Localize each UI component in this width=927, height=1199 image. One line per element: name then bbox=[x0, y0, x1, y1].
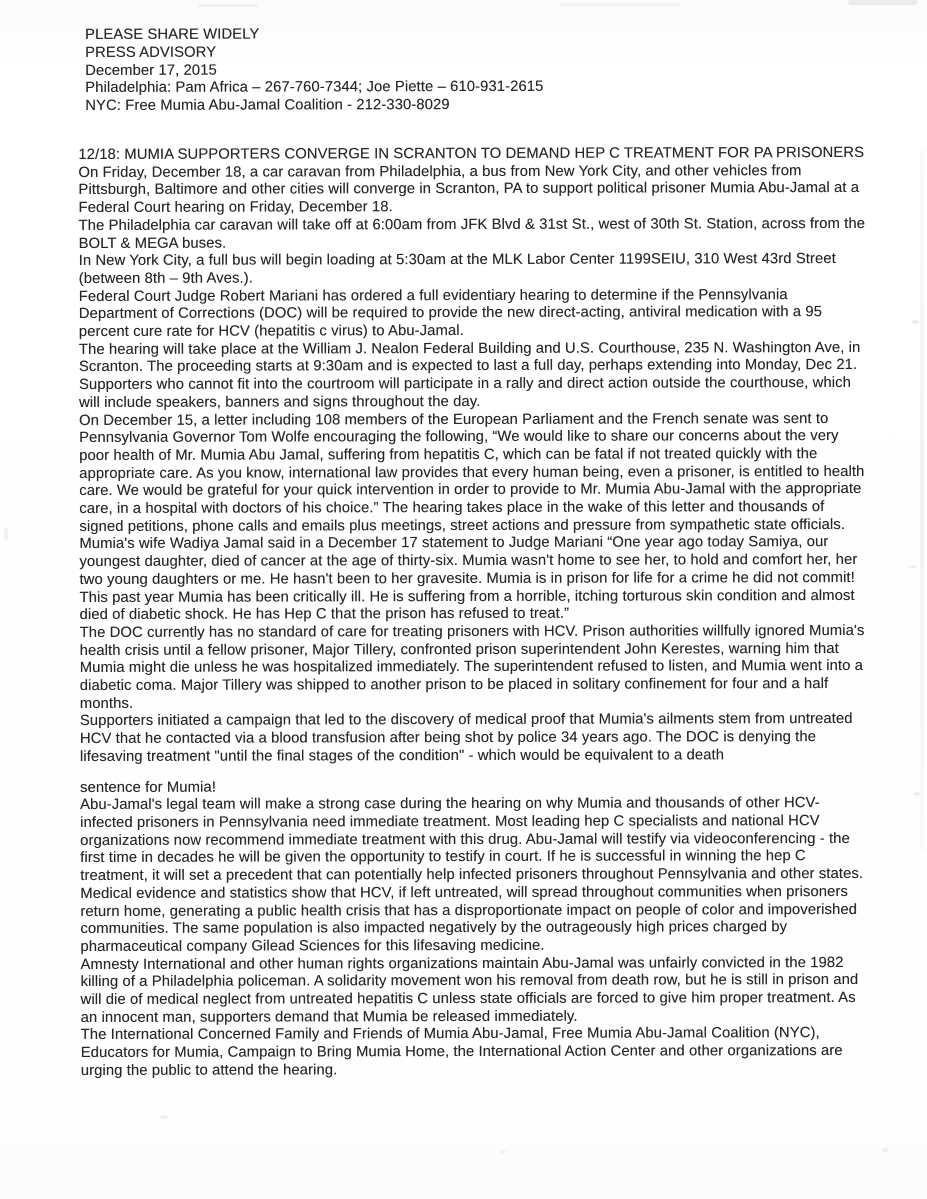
header-press-advisory: PRESS ADVISORY bbox=[85, 44, 217, 61]
paragraph-amnesty-international: Amnesty International and other human rights organizations maintain Abu-Jamal was unfairly convicted in the 1982 killing of a Philadelphia policeman. A solidarity movement won his removal from death row, but he is still in prison and will die of medical neglect from untreated hepatitis C unless state officials are forced to give him proper treatment. As an innocent man, supporters demand that Mumia be released immediately. bbox=[80, 954, 859, 1026]
header-nyc-contact: NYC: Free Mumia Abu-Jamal Coalition - 212-330-8029 bbox=[85, 97, 450, 115]
scan-artifact bbox=[920, 150, 924, 850]
headline: 12/18: MUMIA SUPPORTERS CONVERGE IN SCRANTON TO DEMAND HEP C TREATMENT FOR PA PRISONERS bbox=[78, 144, 865, 163]
paragraph-caravan-converge: On Friday, December 18, a car caravan from Philadelphia, a bus from New York City, and other vehicles from Pittsburgh, Baltimore and other cities will converge in Scranton, PA to support political prisoner Mumia Abu-Jamal at a Federal Court hearing on Friday, December 18. bbox=[78, 162, 860, 217]
scan-artifact bbox=[198, 4, 258, 7]
scan-artifact bbox=[908, 565, 917, 568]
paragraph-rally-outside: Supporters who cannot fit into the courtroom will participate in a rally and direct action outside the courthouse, which will include speakers, banners and signs throughout the day. bbox=[78, 375, 851, 411]
scan-artifact bbox=[4, 528, 8, 540]
document-content bbox=[78, 25, 871, 1081]
scan-artifact bbox=[500, 1150, 506, 1154]
paragraph-philadelphia-caravan: The Philadelphia car caravan will take off at 6:00am from JFK Blvd & 31st St., west of 30th St. Station, across from the BOLT & MEGA buses. bbox=[78, 215, 866, 252]
paragraph-nyc-bus: In New York City, a full bus will begin loading at 5:30am at the MLK Labor Center 1199SEIU, 310 West 43rd Street (between 8th – 9th Aves.). bbox=[78, 251, 836, 287]
scan-artifact bbox=[912, 320, 919, 324]
document-body bbox=[78, 145, 870, 1081]
paragraph-european-parliament-letter: On December 15, a letter including 108 members of the European Parliament and the French senate was sent to Pennsylvania Governor Tom Wolfe encouraging the following, “We would like to share our concerns about the very poor health of Mr. Mumia Abu Jamal, suffering from hepatitis C, which can be fatal if not treated quickly with the appropriate care. As you know, international law provides that every human being, even a prisoner, is entitled to health care. We would be grateful for your quick intervention in order to provide to Mr. Mumia Abu-Jamal with the appropriate care, in a hospital with doctors of his choice.” The hearing takes place in the wake of this letter and thousands of signed petitions, phone calls and emails plus meetings, street actions and pressure from sympathetic state officials. bbox=[79, 410, 865, 535]
paragraph-organizations-urging: The International Concerned Family and Friends of Mumia Abu-Jamal, Free Mumia Abu-Jamal Coalition (NYC), Educators for Mumia, Campaign to Bring Mumia Home, the International Action Center and other organizations are urging the public to attend the hearing. bbox=[80, 1025, 843, 1079]
document-header bbox=[85, 25, 868, 116]
paragraph-judge-mariani-hearing: Federal Court Judge Robert Mariani has ordered a full evidentiary hearing to determine if the Pennsylvania Department of Corrections (DOC) will be required to provide the new direct-acting, antiviral medication with a 95 percent cure rate for HCV (hepatitis c virus) to Abu-Jamal. bbox=[78, 286, 823, 341]
scan-artifact bbox=[160, 1115, 168, 1119]
scan-artifact bbox=[882, 1148, 889, 1152]
paragraph-hearing-location: The hearing will take place at the William J. Nealon Federal Building and U.S. Courthouse, 235 N. Washington Ave, in Scranton. The proceeding starts at 9:30am and is expected to last a full day, perhaps extending into Monday, Dec 21. bbox=[78, 339, 861, 376]
scan-artifact bbox=[914, 792, 920, 796]
scan-artifact bbox=[560, 3, 680, 7]
paragraph-legal-team-case: Abu-Jamal's legal team will make a strong case during the hearing on why Mumia and thousands of other HCV-infected prisoners in Pennsylvania need immediate treatment. Most leading hep C specialists and national HCV organizations now recommend immediate treatment with this drug. Abu-Jamal will testify via videoconferencing - the first time in decades he will be given the opportunity to testify in court. If he is successful in winning the hep C treatment, it will set a precedent that can potentially help infected prisoners throughout Pennsylvania and other states. bbox=[80, 795, 864, 885]
paragraph-sentence-for-mumia: sentence for Mumia! bbox=[79, 779, 216, 796]
header-date: December 17, 2015 bbox=[85, 62, 217, 79]
paragraph-supporters-campaign: Supporters initiated a campaign that led to the discovery of medical proof that Mumia's ailments stem from untreated HCV that he contacted via a blood transfusion after being shot by police 34 years ago. The DOC is denying the lifesaving treatment "until the final stages of the condition" - which would be equivalent to a death bbox=[79, 711, 853, 765]
scan-artifact bbox=[848, 0, 918, 5]
header-share-widely: PLEASE SHARE WIDELY bbox=[84, 26, 260, 43]
paragraph-doc-no-standard-of-care: The DOC currently has no standard of care for treating prisoners with HCV. Prison authorities willfully ignored Mumia's health crisis until a fellow prisoner, Major Tillery, confronted prison superintendent John Kerestes, warning him that Mumia might die unless he was hospitalized immediately. The superintendent refused to listen, and Mumia went into a diabetic coma. Major Tillery was shipped to another prison to be placed in solitary confinement for four and a half months. bbox=[79, 622, 865, 712]
paragraph-wadiya-jamal-statement: Mumia's wife Wadiya Jamal said in a December 17 statement to Judge Mariani “One year ago today Samiya, our youngest daughter, died of cancer at the age of thirty-six. Mumia wasn't home to see her, to hold and comfort her, her two young daughters or me. He hasn't been to her gravesite. Mumia is in prison for life for a crime he did not commit! This past year Mumia has been critically ill. He is suffering from a horrible, itching torturous skin condition and almost died of diabetic shock. He has Hep C that the prison has refused to treat.” bbox=[79, 534, 858, 624]
header-philadelphia-contacts: Philadelphia: Pam Africa – 267-760-7344; Joe Piette – 610-931-2615 bbox=[85, 79, 544, 97]
paragraph-medical-evidence: Medical evidence and statistics show that HCV, if left untreated, will spread throughout communities when prisoners return home, generating a public health crisis that has a disproportionate impact on people of color and impoverished communities. The same population is also impacted negatively by the outrageously high prices charged by pharmaceutical company Gilead Sciences for this lifesaving medicine. bbox=[80, 883, 858, 955]
